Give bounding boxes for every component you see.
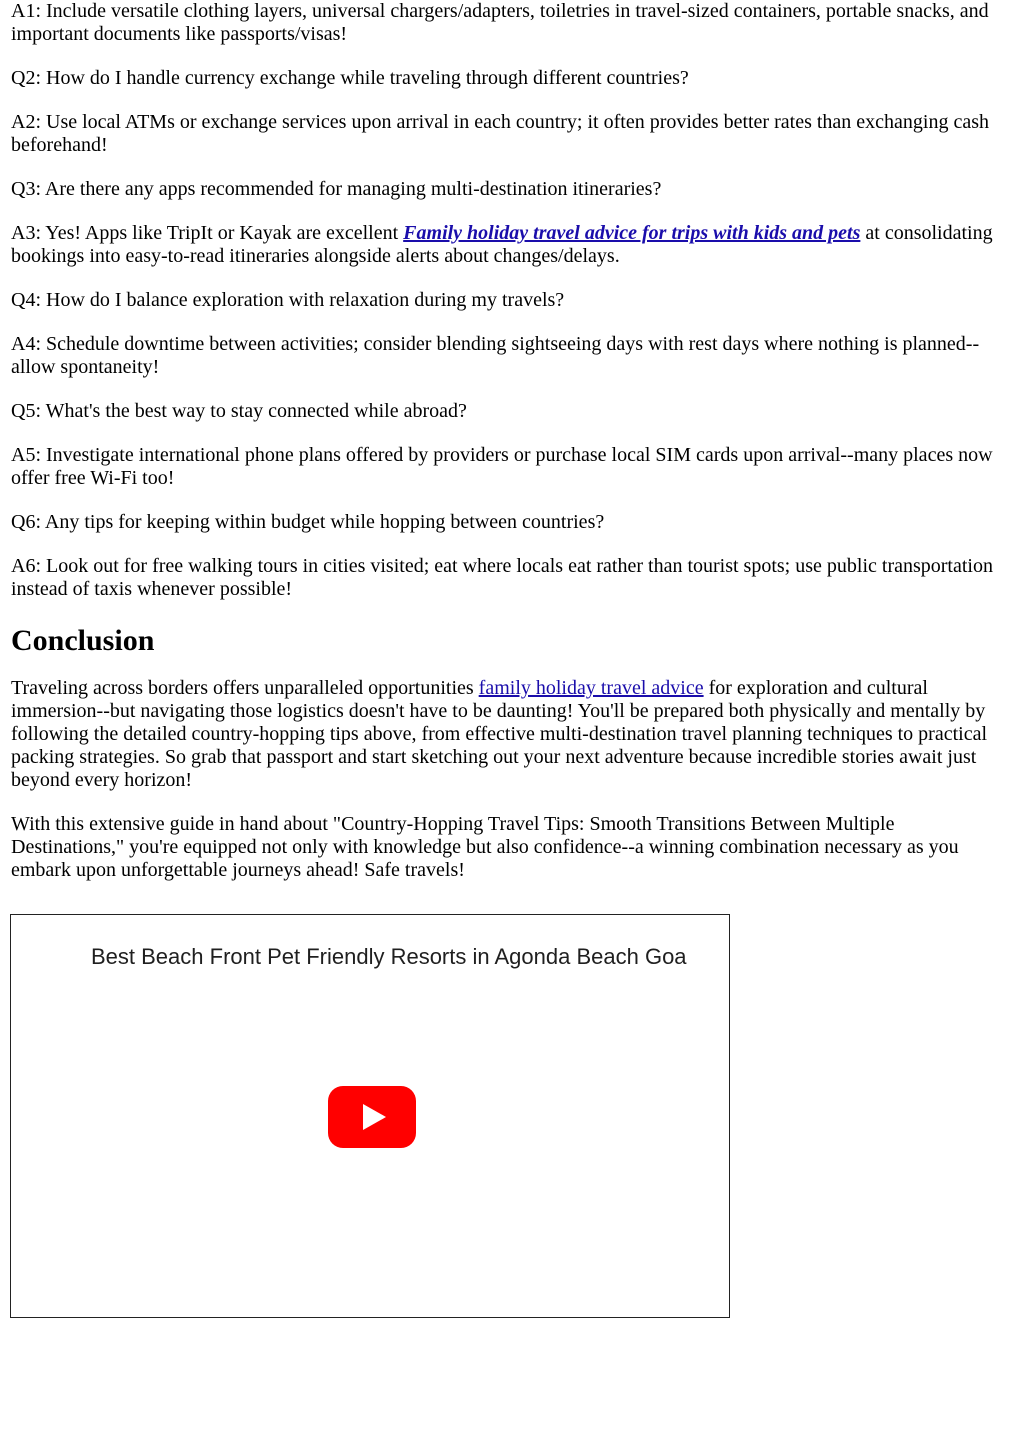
faq-question-3: Q3: Are there any apps recommended for managing multi-destination itineraries? — [11, 178, 662, 200]
conclusion-heading: Conclusion — [11, 624, 155, 657]
family-travel-advice-link[interactable]: Family holiday travel advice for trips with kids and pets — [403, 222, 861, 244]
faq-question-4: Q4: How do I balance exploration with relaxation during my travels? — [11, 289, 565, 311]
faq-question-6: Q6: Any tips for keeping within budget while hopping between countries? — [11, 511, 605, 533]
faq-answer-3-text-end: at consolidating bookings into easy-to-read itineraries alongside alerts about changes/delays. — [11, 222, 993, 267]
article-content — [11, 0, 1011, 903]
faq-answer-1: A1: Include versatile clothing layers, universal chargers/adapters, toiletries in travel-sized containers, portable snacks, and important documents like passports/visas! — [11, 0, 989, 45]
video-embed[interactable] — [10, 914, 730, 1318]
video-title[interactable]: Best Beach Front Pet Friendly Resorts in Agonda Beach Goa — [91, 944, 687, 969]
faq-answer-3 — [11, 222, 1011, 268]
faq-answer-4: A4: Schedule downtime between activities; consider blending sightseeing days with rest days where nothing is planned--allow spontaneity! — [11, 333, 980, 378]
conclusion-paragraph-2: With this extensive guide in hand about "Country-Hopping Travel Tips: Smooth Transitions Between Multiple Destinations," you're equipped not only with knowledge but also confidence--a winning combination necessary as you embark upon unforgettable journeys ahead! Safe travels! — [11, 813, 959, 881]
conclusion-paragraph-1-text-start: Traveling across borders offers unparalleled opportunities — [11, 677, 479, 699]
faq-answer-5: A5: Investigate international phone plans offered by providers or purchase local SIM cards upon arrival--many places now offer free Wi-Fi too! — [11, 444, 993, 489]
conclusion-paragraph-1-text-end: for exploration and cultural immersion--but navigating those logistics doesn't have to be daunting! You'll be prepared both physically and mentally by following the detailed country-hopping tips above, from effective multi-destination travel planning techniques to practical packing strategies. So grab that passport and start sketching out your next adventure because incredible stories await just beyond every horizon! — [11, 677, 988, 791]
play-button-graphic — [328, 1086, 416, 1148]
conclusion-paragraph-1 — [11, 677, 1011, 792]
faq-answer-3-text-start: A3: Yes! Apps like TripIt or Kayak are excellent — [11, 222, 404, 244]
faq-question-5: Q5: What's the best way to stay connected while abroad? — [11, 400, 467, 422]
family-holiday-travel-advice-link[interactable]: family holiday travel advice — [478, 677, 704, 699]
youtube-play-icon[interactable] — [328, 1086, 416, 1148]
faq-question-2: Q2: How do I handle currency exchange while traveling through different countries? — [11, 67, 689, 89]
faq-answer-2: A2: Use local ATMs or exchange services upon arrival in each country; it often provides better rates than exchanging cash beforehand! — [11, 111, 990, 156]
faq-answer-6: A6: Look out for free walking tours in cities visited; eat where locals eat rather than tourist spots; use public transportation instead of taxis whenever possible! — [11, 555, 993, 600]
